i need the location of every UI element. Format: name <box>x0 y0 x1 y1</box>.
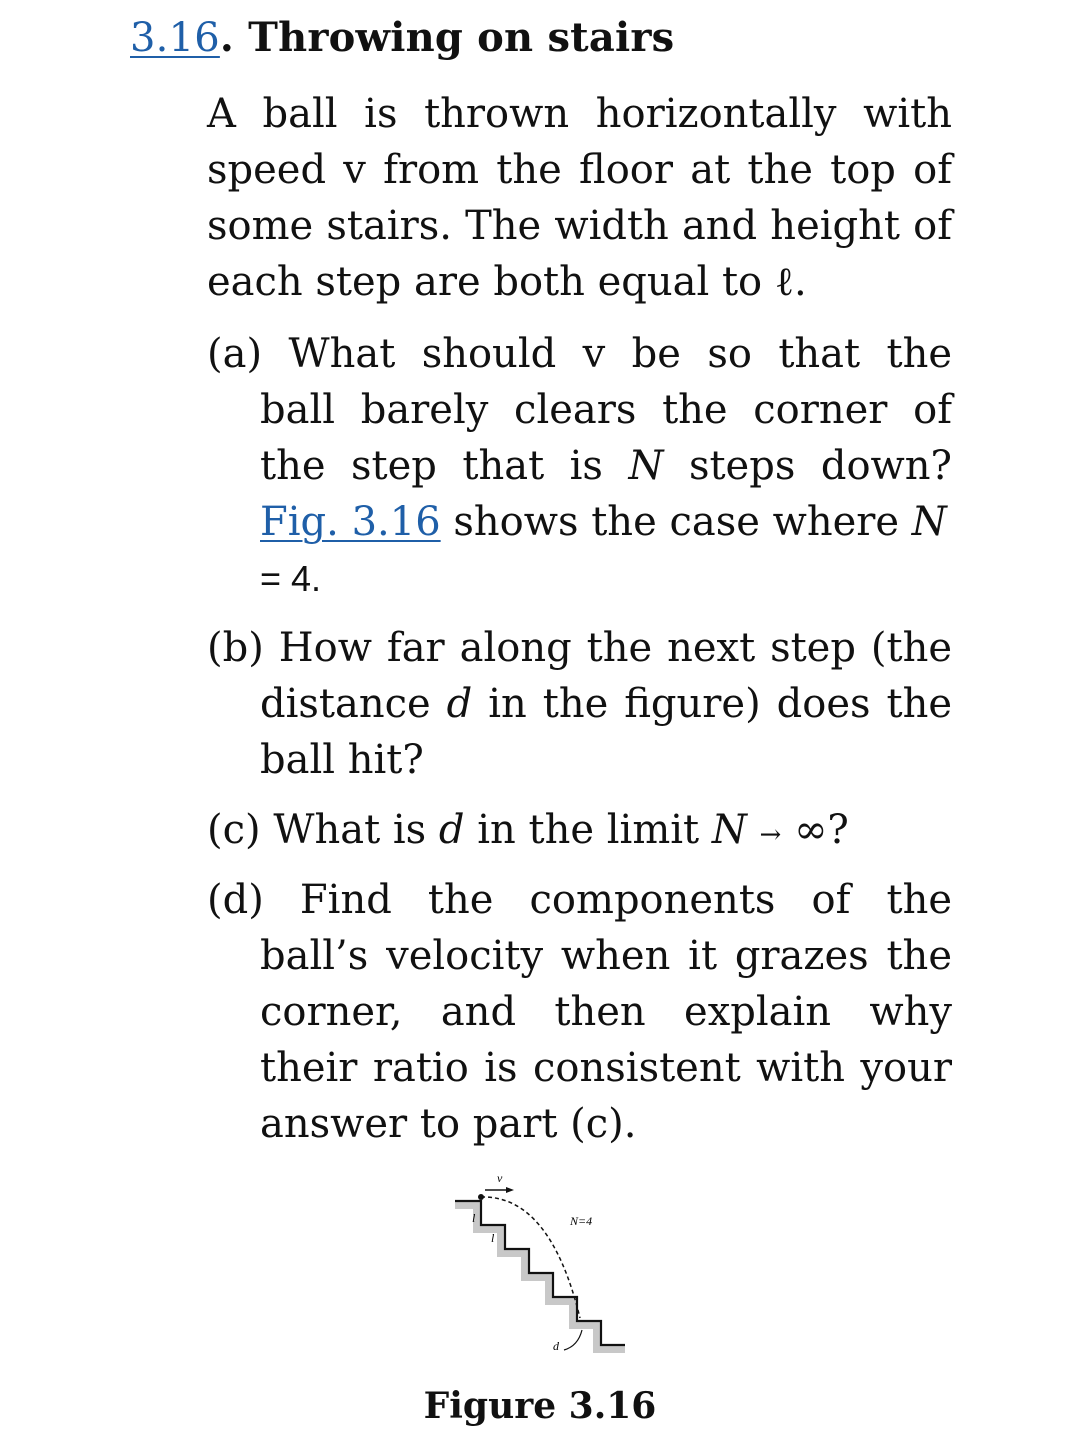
part-b-text1: How far along the next step (the <box>278 625 952 671</box>
problem-intro: A ball is thrown horizontally with speed v from the floor at the top of some stairs. The width and height of each step are both equal to ℓ. <box>207 91 952 305</box>
part-c-label: (c) <box>207 807 261 853</box>
label-l: l <box>491 1231 495 1245</box>
var-N: N <box>911 499 947 545</box>
var-d: d <box>438 807 465 853</box>
section-heading <box>130 14 674 61</box>
var-N: N <box>628 443 664 489</box>
section-title: Throwing on stairs <box>248 14 675 61</box>
part-a-label: (a) <box>207 331 263 377</box>
stairs-figure <box>440 1170 640 1370</box>
part-d-text1: Find the components of the <box>299 877 952 923</box>
part-d-text2: ball’s velocity when it grazes the corner, and then explain why their ratio is consistent with your answer to part (c). <box>260 933 952 1147</box>
part-a-text3: steps down? <box>688 443 952 489</box>
figure-link[interactable]: Fig. 3.16 <box>260 499 441 545</box>
label-d: d <box>553 1339 559 1353</box>
part-a-text4: shows the case where <box>453 499 900 545</box>
part-a <box>207 326 952 607</box>
part-c <box>207 802 952 863</box>
label-l: l <box>472 1211 476 1225</box>
part-a-text2: ball barely clears the corner of the step that is <box>260 387 952 489</box>
var-d: d <box>446 681 473 727</box>
label-N: N=4 <box>570 1214 593 1228</box>
part-d-label: (d) <box>207 877 264 923</box>
part-b-text3: in the figure) does the ball hit? <box>260 681 952 783</box>
part-a-text5: = 4. <box>260 558 322 599</box>
heading-separator: . <box>219 14 235 61</box>
figure-caption: Figure 3.16 <box>423 1385 657 1427</box>
part-a-text1: What should v be so that the <box>288 331 953 377</box>
part-b <box>207 620 952 788</box>
part-c-text3: ∞? <box>794 807 849 853</box>
part-c-text1: What is <box>273 807 427 853</box>
var-N: N <box>711 807 747 853</box>
stairs-diagram <box>440 1170 640 1370</box>
arrow-icon: → <box>759 820 782 850</box>
label-v: v <box>497 1171 503 1185</box>
part-b-label: (b) <box>207 625 264 671</box>
section-number-link[interactable]: 3.16 <box>130 15 220 61</box>
part-c-text2: in the limit <box>477 807 700 853</box>
part-b-text2: distance <box>260 681 431 727</box>
part-d <box>207 872 952 1152</box>
